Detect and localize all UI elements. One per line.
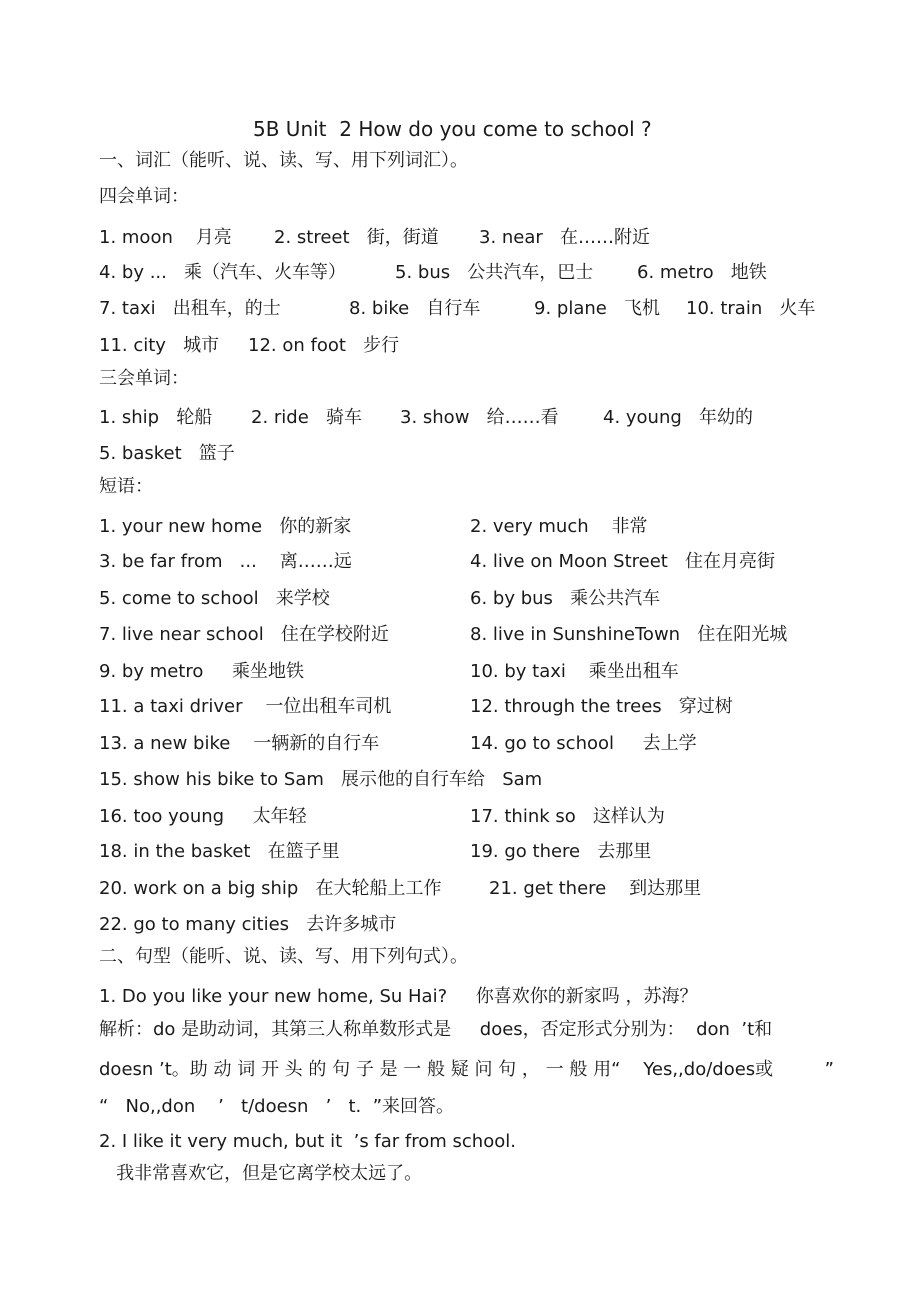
sentence-1: 1. Do you like your new home, Su Hai? 你喜欢你的新家吗 ，苏海？	[99, 986, 698, 1007]
phrase-entry: 9. by metro 乘坐地铁	[99, 661, 304, 682]
page-title: 5B Unit 2 How do you come to school ?	[253, 117, 652, 141]
sentence-1-note-line-3: “ No,,don ’ t/doesn ’ t. ”来回答。	[99, 1096, 455, 1117]
word-entry: 8. bike 自行车	[349, 298, 481, 319]
word-entry: 10. train 火车	[686, 298, 816, 319]
phrase-entry: 21. get there 到达那里	[489, 878, 702, 899]
phrase-entry: 4. live on Moon Street 住在月亮街	[470, 551, 776, 572]
word-entry: 9. plane 飞机	[534, 298, 660, 319]
phrase-entry: 1. your new home 你的新家	[99, 516, 352, 537]
section-1-heading: 一、词汇（能听、说、读、写、用下列词汇）。	[99, 150, 468, 171]
phrase-entry: 16. too young 太年轻	[99, 806, 307, 827]
word-entry: 5. basket 篮子	[99, 443, 235, 464]
word-entry: 12. on foot 步行	[248, 335, 400, 356]
phrase-entry: 13. a new bike 一辆新的自行车	[99, 733, 380, 754]
sentence-1-note-line-1: 解析：do 是助动词，其第三人称单数形式是 does，否定形式分别为： don ’t和	[99, 1019, 773, 1040]
phrase-entry: 20. work on a big ship 在大轮船上工作	[99, 878, 442, 899]
phrase-entry: 7. live near school 住在学校附近	[99, 624, 389, 645]
word-entry: 4. young 年幼的	[603, 407, 753, 428]
phrases-label: 短语：	[99, 476, 153, 497]
phrase-entry: 3. be far from ... 离……远	[99, 551, 352, 572]
word-entry: 5. bus 公共汽车，巴士	[395, 262, 594, 283]
word-entry: 3. show 给……看	[400, 407, 559, 428]
word-entry: 7. taxi 出租车，的士	[99, 298, 281, 319]
phrase-entry: 22. go to many cities 去许多城市	[99, 914, 397, 935]
sentence-2: 2. I like it very much, but it ’s far from school.	[99, 1131, 516, 1152]
phrase-entry: 17. think so 这样认为	[470, 806, 665, 827]
phrase-entry: 5. come to school 来学校	[99, 588, 330, 609]
word-entry: 4. by ... 乘（汽车、火车等）	[99, 262, 347, 283]
word-entry: 6. metro 地铁	[637, 262, 767, 283]
phrase-entry: 6. by bus 乘公共汽车	[470, 588, 661, 609]
phrase-entry: 10. by taxi 乘坐出租车	[470, 661, 679, 682]
phrase-entry: 12. through the trees 穿过树	[470, 696, 733, 717]
word-entry: 1. ship 轮船	[99, 407, 213, 428]
phrase-entry: 11. a taxi driver 一位出租车司机	[99, 696, 392, 717]
phrase-entry: 8. live in SunshineTown 住在阳光城	[470, 624, 788, 645]
section-2-heading: 二、句型（能听、说、读、写、用下列句式）。	[99, 946, 468, 967]
word-entry: 2. street 街，街道	[274, 227, 439, 248]
sentence-2-translation: 我非常喜欢它，但是它离学校太远了。	[99, 1163, 423, 1184]
phrase-entry: 15. show his bike to Sam 展示他的自行车给 Sam	[99, 769, 543, 790]
sentence-1-note-line-2: doesn ’t。助 动 词 开 头 的 句 子 是 一 般 疑 问 句 ， 一 般 用“ Yes,,do/does或 ”	[99, 1059, 834, 1080]
phrase-entry: 18. in the basket 在篮子里	[99, 841, 340, 862]
phrase-entry: 14. go to school 去上学	[470, 733, 697, 754]
phrase-entry: 19. go there 去那里	[470, 841, 652, 862]
three-skill-label: 三会单词：	[99, 368, 189, 389]
word-entry: 1. moon 月亮	[99, 227, 232, 248]
phrase-entry: 2. very much 非常	[470, 516, 648, 537]
word-entry: 2. ride 骑车	[251, 407, 362, 428]
word-entry: 11. city 城市	[99, 335, 220, 356]
four-skill-label: 四会单词：	[99, 186, 189, 207]
word-entry: 3. near 在……附近	[479, 227, 650, 248]
